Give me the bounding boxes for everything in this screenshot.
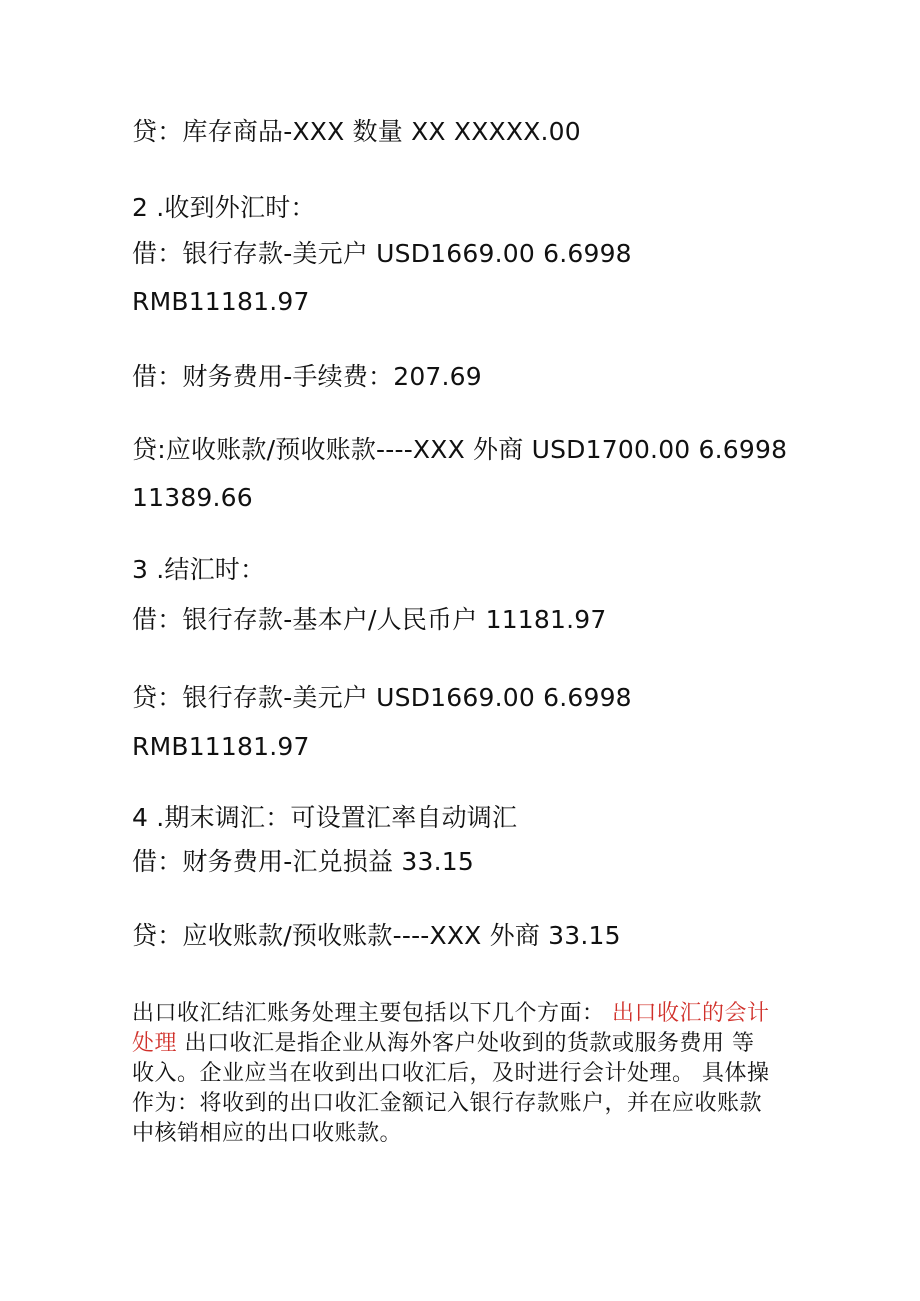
summary-line-4: 作为：将收到的出口收汇金额记入银行存款账户，并在应收账款 (132, 1091, 763, 1116)
entry-credit-inventory: 贷：库存商品-XXX 数量 XX XXXXX.00 (132, 117, 581, 146)
entry-credit-receivable: 贷:应收账款/预收账款----XXX 外商 USD1700.00 6.6998 (132, 435, 788, 464)
entry-credit-bank-usd-rmb: RMB11181.97 (132, 732, 310, 761)
summary-intro: 出口收汇结汇账务处理主要包括以下几个方面： (132, 1001, 605, 1026)
section-2-heading: 2 .收到外汇时： (132, 193, 316, 222)
highlight-title-part1: 出口收汇的会计 (612, 1001, 770, 1026)
summary-line-5: 中核销相应的出口收账款。 (132, 1121, 403, 1146)
entry-credit-receivable-adjust: 贷：应收账款/预收账款----XXX 外商 33.15 (132, 921, 621, 950)
summary-line-3: 收入。企业应当在收到出口收汇后，及时进行会计处理。 具体操 (132, 1061, 770, 1086)
section-4-heading: 4 .期末调汇：可设置汇率自动调汇 (132, 803, 518, 832)
section-3-heading: 3 .结汇时： (132, 555, 266, 584)
entry-credit-receivable-rmb: 11389.66 (132, 483, 253, 512)
entry-debit-bank-usd: 借：银行存款-美元户 USD1669.00 6.6998 (132, 239, 632, 268)
entry-credit-bank-usd: 贷：银行存款-美元户 USD1669.00 6.6998 (132, 683, 632, 712)
entry-debit-fee: 借：财务费用-手续费：207.69 (132, 362, 482, 391)
entry-debit-exchange-loss: 借：财务费用-汇兑损益 33.15 (132, 847, 474, 876)
entry-debit-bank-usd-rmb: RMB11181.97 (132, 287, 310, 316)
entry-debit-bank-rmb: 借：银行存款-基本户/人民币户 11181.97 (132, 605, 607, 634)
summary-line-2 (132, 1029, 802, 1059)
summary-paragraph (132, 999, 802, 1149)
summary-line-1 (132, 999, 802, 1029)
highlight-title-part2: 处理 (132, 1031, 178, 1056)
summary-definition: 出口收汇是指企业从海外客户处收到的货款或服务费用 等 (184, 1031, 755, 1056)
